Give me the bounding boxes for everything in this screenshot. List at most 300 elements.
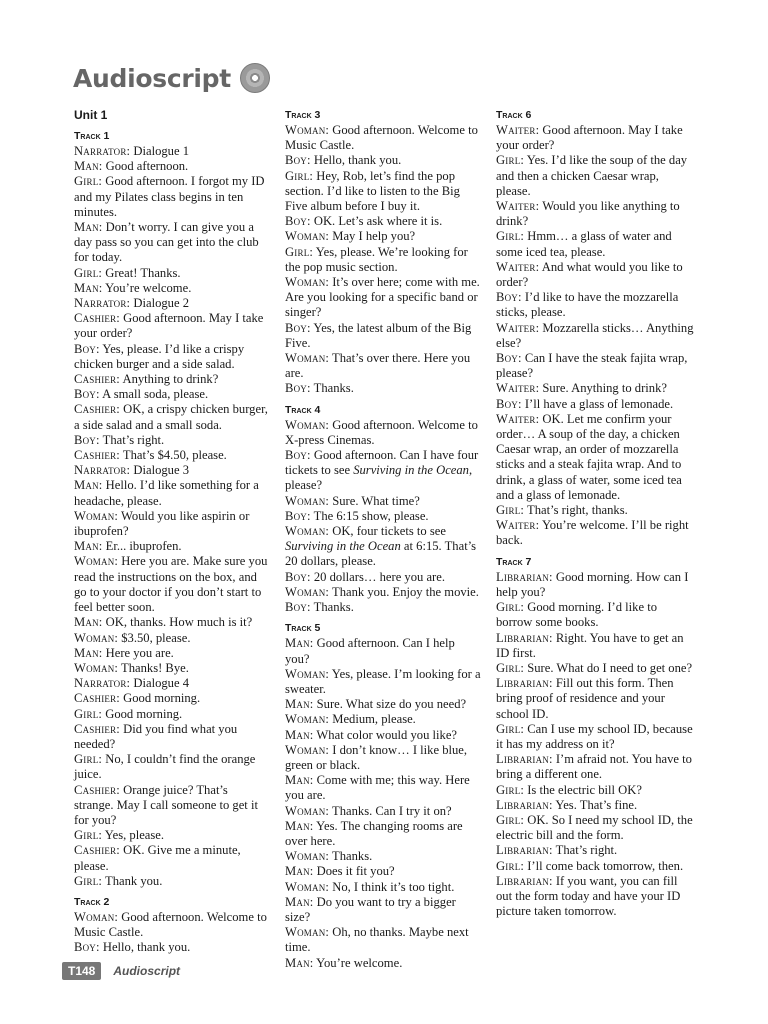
speaker-label: Woman:	[285, 275, 330, 290]
speaker-label: Boy:	[74, 341, 100, 356]
dialogue-line	[496, 412, 694, 503]
dialogue-line	[74, 509, 270, 539]
speaker-label: Narrator:	[74, 144, 131, 158]
dialogue-line	[496, 397, 694, 412]
speaker-label: Narrator:	[74, 463, 131, 478]
dialogue-text: Sure. What size do you need?	[313, 697, 467, 712]
dialogue-line	[496, 722, 694, 752]
dialogue-line	[74, 159, 270, 174]
dialogue-line	[496, 874, 694, 920]
movie-title: Surviving in the Ocean	[353, 463, 469, 478]
speaker-label: Boy:	[496, 290, 522, 305]
dialogue-line	[74, 661, 270, 676]
dialogue-text: Hello. I’d like something for a headache, please.	[74, 478, 259, 508]
speaker-label: Girl:	[285, 244, 314, 259]
speaker-label: Woman:	[285, 417, 330, 432]
column-3	[496, 108, 694, 919]
dialogue-line	[285, 636, 481, 666]
dialogue-text: at 6:15. That’s 20 dollars, please.	[285, 539, 477, 569]
dialogue-text: OK. Let’s ask where it is.	[310, 214, 443, 229]
column-1	[74, 108, 270, 956]
dialogue-line	[74, 539, 270, 554]
speaker-label: Waiter:	[496, 320, 540, 335]
dialogue-text: What color would you like?	[313, 727, 458, 742]
dialogue-line	[285, 123, 481, 153]
dialogue-line	[74, 478, 270, 508]
dialogue-text: That’s right.	[552, 843, 618, 858]
speaker-label: Cashier:	[74, 691, 121, 706]
dialogue-text: Sure. Anything to drink?	[539, 381, 667, 396]
dialogue-text: You’re welcome.	[313, 955, 403, 970]
dialogue-text: May I help you?	[329, 229, 416, 244]
dialogue-line	[496, 381, 694, 396]
dialogue-text: Does it fit you?	[313, 864, 395, 879]
track-heading: Track 3	[285, 109, 321, 121]
dialogue-text: That’s right, thanks.	[524, 503, 628, 518]
speaker-label: Woman:	[285, 803, 330, 818]
track-heading: Track 7	[496, 555, 532, 568]
dialogue-line	[285, 448, 481, 494]
speaker-label: Librarian:	[496, 843, 553, 858]
dialogue-line	[74, 828, 270, 843]
dialogue-line	[74, 554, 270, 615]
movie-title: Surviving in the Ocean	[285, 539, 401, 554]
dialogue-text: Good afternoon. Can I help you?	[285, 636, 455, 666]
speaker-label: Man:	[74, 159, 103, 174]
dialogue-line	[285, 494, 481, 509]
speaker-label: Woman:	[285, 742, 330, 757]
dialogue-line	[496, 661, 694, 676]
dialogue-line	[496, 843, 694, 858]
dialogue-text: Is the electric bill OK?	[524, 782, 642, 797]
dialogue-text: I’d like to have the mozzarella sticks, please.	[496, 290, 679, 320]
dialogue-line	[285, 245, 481, 275]
dialogue-line	[285, 925, 481, 955]
unit-heading: Unit 1	[74, 108, 108, 122]
speaker-label: Woman:	[74, 660, 119, 675]
dialogue-line	[74, 874, 270, 889]
dialogue-text: Yes. I’d like the soup of the day and then a chicken Caesar wrap, please.	[496, 153, 688, 198]
speaker-label: Librarian:	[496, 569, 553, 584]
dialogue-text: Dialogue 3	[130, 463, 190, 478]
dialogue-line	[74, 843, 270, 873]
dialogue-line	[285, 169, 481, 215]
dialogue-line	[74, 463, 270, 478]
dialogue-line	[285, 712, 481, 727]
dialogue-line	[74, 342, 270, 372]
speaker-label: Woman:	[285, 712, 330, 727]
speaker-label: Cashier:	[74, 372, 121, 387]
dialogue-line	[74, 144, 270, 159]
speaker-label: Boy:	[285, 214, 311, 229]
dialogue-text: No, I think it’s too tight.	[329, 879, 455, 894]
dialogue-text: Er... ibuprofen.	[102, 539, 182, 554]
dialogue-line	[74, 676, 270, 691]
dialogue-text: Right. You have to get an ID first.	[496, 630, 684, 660]
footer-title: Audioscript	[113, 964, 181, 978]
dialogue-text: If you want, you can fill out the form today and have your ID picture taken tomorrow.	[496, 873, 681, 919]
dialogue-text: Thanks.	[310, 600, 354, 615]
dialogue-text: Did you find what you needed?	[74, 721, 238, 751]
dialogue-line	[496, 798, 694, 813]
speaker-label: Boy:	[74, 940, 100, 955]
speaker-label: Woman:	[285, 925, 330, 940]
dialogue-text: OK. So I need my school ID, the electric bill and the form.	[496, 812, 693, 843]
dialogue-line	[74, 691, 270, 706]
speaker-label: Woman:	[74, 554, 119, 569]
dialogue-line	[285, 321, 481, 351]
dialogue-line	[285, 509, 481, 524]
track-heading: Track 2	[74, 895, 110, 908]
dialogue-line	[496, 752, 694, 782]
speaker-label: Boy:	[285, 381, 311, 396]
dialogue-text: Hello, thank you.	[99, 940, 191, 955]
dialogue-line	[496, 229, 694, 259]
speaker-label: Girl:	[496, 229, 525, 244]
dialogue-line	[285, 804, 481, 819]
dialogue-text: Yes, please. I’d like a crispy chicken burger and a side salad.	[74, 341, 245, 371]
dialogue-line	[285, 697, 481, 712]
speaker-label: Girl:	[74, 752, 103, 767]
dialogue-text: Thanks. Can I try it on?	[329, 803, 452, 818]
speaker-label: Man:	[74, 615, 103, 630]
speaker-label: Waiter:	[496, 411, 540, 426]
dialogue-line	[496, 631, 694, 661]
dialogue-text: Good afternoon. Welcome to X-press Cinemas.	[285, 417, 478, 447]
dialogue-line	[74, 707, 270, 722]
speaker-label: Waiter:	[496, 518, 540, 533]
dialogue-line	[74, 722, 270, 752]
dialogue-text: Thanks.	[310, 381, 354, 396]
speaker-label: Man:	[74, 280, 103, 295]
speaker-label: Woman:	[74, 508, 119, 523]
speaker-label: Man:	[285, 894, 314, 909]
speaker-label: Librarian:	[496, 873, 553, 888]
speaker-label: Woman:	[285, 229, 330, 244]
dialogue-text: Medium, please.	[329, 712, 416, 727]
speaker-label: Man:	[285, 636, 314, 651]
dialogue-line	[496, 290, 694, 320]
dialogue-line	[285, 956, 481, 971]
speaker-label: Cashier:	[74, 843, 121, 858]
speaker-label: Woman:	[285, 584, 330, 599]
column-2	[285, 108, 481, 971]
dialogue-text: Here you are.	[102, 645, 174, 660]
dialogue-line	[74, 372, 270, 387]
dialogue-text: $3.50, please.	[118, 630, 191, 645]
speaker-label: Boy:	[496, 351, 522, 366]
dialogue-line	[74, 402, 270, 432]
dialogue-line	[74, 266, 270, 281]
speaker-label: Librarian:	[496, 676, 553, 691]
dialogue-text: I’ll have a glass of lemonade.	[521, 396, 674, 411]
track-heading: Track 1	[74, 130, 110, 142]
dialogue-text: I don’t know… I like blue, green or black.	[285, 742, 468, 772]
dialogue-text: Good morning.	[102, 706, 183, 721]
dialogue-line	[285, 418, 481, 448]
dialogue-line	[285, 880, 481, 895]
dialogue-text: Here you are. Make sure you read the instructions on the box, and go to your doctor if you don’t start to feel better soon.	[74, 554, 268, 615]
dialogue-line	[74, 783, 270, 829]
dialogue-line	[285, 214, 481, 229]
dialogue-line	[496, 813, 694, 843]
dialogue-line	[74, 631, 270, 646]
dialogue-line	[496, 676, 694, 722]
speaker-label: Boy:	[285, 448, 311, 463]
speaker-label: Boy:	[285, 569, 311, 584]
speaker-label: Girl:	[496, 660, 525, 675]
dialogue-line	[496, 859, 694, 874]
dialogue-text: Good afternoon. Welcome to Music Castle.	[74, 909, 267, 940]
speaker-label: Cashier:	[74, 721, 121, 736]
dialogue-text: The 6:15 show, please.	[310, 508, 429, 523]
dialogue-line	[496, 783, 694, 798]
dialogue-text: Can I have the steak fajita wrap, please?	[496, 351, 688, 381]
speaker-label: Boy:	[285, 153, 311, 168]
dialogue-text: Great! Thanks.	[102, 265, 181, 280]
speaker-label: Cashier:	[74, 402, 121, 417]
dialogue-line	[74, 174, 270, 220]
speaker-label: Man:	[285, 864, 314, 879]
speaker-label: Woman:	[285, 879, 330, 894]
dialogue-text: Don’t worry. I can give you a day pass so you can get into the club for today.	[74, 220, 259, 265]
speaker-label: Girl:	[496, 600, 525, 615]
dialogue-text: Do you want to try a bigger size?	[285, 894, 456, 924]
speaker-label: Woman:	[285, 524, 330, 539]
speaker-label: Boy:	[496, 396, 522, 411]
dialogue-line	[74, 387, 270, 402]
dialogue-text: You’re welcome. I’ll be right back.	[496, 518, 689, 548]
dialogue-text: Dialogue 4	[130, 676, 190, 691]
speaker-label: Waiter:	[496, 199, 540, 214]
track-heading: Track 4	[285, 403, 321, 416]
dialogue-text: OK. Let me confirm your order… A soup of the day, a chicken Caesar wrap, an order of mozzarella sticks and a steak fajita wrap. And to drink, a glass of water, some iced tea and a glass of lemonade.	[496, 411, 682, 502]
dialogue-line	[496, 351, 694, 381]
speaker-label: Boy:	[285, 600, 311, 615]
dialogue-text: Thanks! Bye.	[118, 660, 189, 675]
dialogue-line	[285, 728, 481, 743]
speaker-label: Waiter:	[496, 259, 540, 274]
speaker-label: Man:	[285, 818, 314, 833]
dialogue-text: Good afternoon. I forgot my ID and my Pilates class begins in ten minutes.	[74, 174, 265, 219]
dialogue-line	[285, 849, 481, 864]
dialogue-text: Good morning.	[120, 691, 201, 706]
dialogue-text: That’s right.	[99, 432, 165, 447]
dialogue-line	[496, 518, 694, 548]
dialogue-text: Yes, please.	[102, 828, 165, 843]
speaker-label: Girl:	[74, 828, 103, 843]
dialogue-text: Orange juice? That’s strange. May I call someone to get it for you?	[74, 782, 258, 827]
dialogue-line	[74, 910, 270, 940]
dialogue-line	[74, 752, 270, 782]
dialogue-line	[496, 199, 694, 229]
dialogue-line	[285, 351, 481, 381]
dialogue-text: Come with me; this way. Here you are.	[285, 773, 470, 803]
dialogue-text: It’s over here; come with me. Are you looking for a specific band or singer?	[285, 275, 480, 320]
speaker-label: Narrator:	[74, 676, 131, 691]
speaker-label: Girl:	[496, 812, 525, 827]
speaker-label: Girl:	[285, 168, 314, 183]
dialogue-line	[285, 819, 481, 849]
speaker-label: Woman:	[285, 123, 330, 137]
track-heading: Track 6	[496, 109, 532, 121]
dialogue-line	[74, 281, 270, 296]
dialogue-text: You’re welcome.	[102, 280, 192, 295]
speaker-label: Cashier:	[74, 448, 121, 463]
dialogue-line	[496, 600, 694, 630]
page-footer	[62, 962, 180, 980]
speaker-label: Girl:	[74, 706, 103, 721]
dialogue-text: Thank you. Enjoy the movie.	[329, 584, 479, 599]
dialogue-line	[496, 570, 694, 600]
dialogue-line	[285, 524, 481, 570]
speaker-label: Man:	[74, 220, 103, 235]
dialogue-line	[74, 220, 270, 266]
dialogue-line	[285, 773, 481, 803]
dialogue-line	[74, 433, 270, 448]
dialogue-text: OK. Give me a minute, please.	[74, 843, 241, 873]
cd-disc-icon	[240, 63, 270, 93]
dialogue-line	[74, 296, 270, 311]
dialogue-text: Hmm… a glass of water and some iced tea, please.	[496, 229, 672, 259]
dialogue-line	[285, 381, 481, 396]
speaker-label: Man:	[74, 539, 103, 554]
speaker-label: Man:	[285, 697, 314, 712]
dialogue-line	[74, 311, 270, 341]
dialogue-text: Yes. The changing rooms are over here.	[285, 818, 463, 848]
speaker-label: Woman:	[74, 630, 119, 645]
dialogue-text: 20 dollars… here you are.	[310, 569, 445, 584]
dialogue-text: Mozzarella sticks… Anything else?	[496, 320, 694, 350]
speaker-label: Librarian:	[496, 630, 553, 645]
dialogue-text: No, I couldn’t find the orange juice.	[74, 752, 256, 782]
dialogue-line	[496, 321, 694, 351]
dialogue-text: Good afternoon. Can I have four tickets to see	[285, 448, 479, 478]
speaker-label: Waiter:	[496, 381, 540, 396]
dialogue-line	[285, 864, 481, 879]
dialogue-text: Anything to drink?	[120, 372, 219, 387]
dialogue-text: I’ll come back tomorrow, then.	[524, 858, 684, 873]
speaker-label: Man:	[285, 773, 314, 788]
dialogue-text: Good morning. How can I help you?	[496, 569, 689, 599]
speaker-label: Boy:	[74, 432, 100, 447]
dialogue-line	[285, 600, 481, 615]
speaker-label: Waiter:	[496, 123, 540, 137]
dialogue-line	[285, 570, 481, 585]
dialogue-line	[496, 153, 694, 199]
dialogue-text: Thanks.	[329, 849, 373, 864]
dialogue-text: Sure. What do I need to get one?	[524, 660, 693, 675]
speaker-label: Man:	[74, 645, 103, 660]
speaker-label: Girl:	[496, 503, 525, 518]
dialogue-line	[285, 585, 481, 600]
dialogue-text: Fill out this form. Then bring proof of residence and your school ID.	[496, 676, 674, 721]
speaker-label: Librarian:	[496, 797, 553, 812]
speaker-label: Woman:	[74, 909, 119, 924]
speaker-label: Narrator:	[74, 296, 131, 311]
dialogue-text: And what would you like to order?	[496, 259, 683, 290]
dialogue-text: Hey, Rob, let’s find the pop section. I’d like to listen to the Big Five album before I buy it.	[285, 168, 460, 214]
speaker-label: Man:	[285, 727, 314, 742]
speaker-label: Woman:	[285, 351, 330, 366]
dialogue-line	[496, 260, 694, 290]
dialogue-text: Good morning. I’d like to borrow some books.	[496, 600, 658, 630]
dialogue-line	[496, 503, 694, 518]
dialogue-line	[285, 743, 481, 773]
dialogue-line	[74, 448, 270, 463]
dialogue-text: OK, thanks. How much is it?	[102, 615, 253, 630]
dialogue-text: OK, a crispy chicken burger, a side salad and a small soda.	[74, 402, 268, 432]
dialogue-text: Sure. What time?	[329, 493, 420, 508]
dialogue-text: A small soda, please.	[99, 387, 209, 402]
speaker-label: Girl:	[74, 174, 103, 189]
dialogue-text: Yes, the latest album of the Big Five.	[285, 320, 472, 350]
track-heading: Track 5	[285, 622, 321, 635]
dialogue-text: Good afternoon. May I take your order?	[74, 311, 264, 341]
dialogue-text: That’s over there. Here you are.	[285, 351, 471, 381]
dialogue-line	[285, 895, 481, 925]
dialogue-text: Good afternoon. May I take your order?	[496, 123, 683, 153]
speaker-label: Cashier:	[74, 782, 121, 797]
speaker-label: Girl:	[496, 858, 525, 873]
speaker-label: Girl:	[496, 153, 525, 168]
dialogue-text: Yes. That’s fine.	[552, 797, 638, 812]
dialogue-text: Yes, please. I’m looking for a sweater.	[285, 666, 481, 696]
dialogue-text: I’m afraid not. You have to bring a different one.	[496, 752, 692, 782]
speaker-label: Girl:	[496, 782, 525, 797]
dialogue-line	[285, 229, 481, 244]
dialogue-line	[496, 123, 694, 153]
dialogue-text: Yes, please. We’re looking for the pop music section.	[285, 244, 468, 274]
speaker-label: Girl:	[496, 721, 525, 736]
dialogue-text: Dialogue 2	[130, 296, 190, 311]
speaker-label: Woman:	[285, 666, 330, 681]
speaker-label: Man:	[74, 478, 103, 493]
dialogue-text: Can I use my school ID, because it has my address on it?	[496, 721, 693, 751]
dialogue-line	[74, 646, 270, 661]
dialogue-text: Good afternoon.	[102, 159, 189, 174]
dialogue-text: That’s $4.50, please.	[120, 448, 227, 463]
speaker-label: Woman:	[285, 849, 330, 864]
dialogue-text: , please?	[285, 463, 473, 493]
dialogue-text: Hello, thank you.	[310, 153, 402, 168]
page-title: Audioscript	[73, 63, 231, 93]
dialogue-text: Would you like anything to drink?	[496, 199, 680, 229]
dialogue-line	[285, 667, 481, 697]
speaker-label: Boy:	[74, 387, 100, 402]
speaker-label: Librarian:	[496, 752, 553, 767]
speaker-label: Girl:	[74, 873, 103, 888]
speaker-label: Cashier:	[74, 311, 121, 326]
speaker-label: Girl:	[74, 265, 103, 280]
page-number-badge: T148	[62, 962, 101, 980]
speaker-label: Boy:	[285, 508, 311, 523]
dialogue-text: Dialogue 1	[130, 144, 190, 158]
dialogue-line	[74, 615, 270, 630]
dialogue-line	[74, 940, 270, 955]
dialogue-text: Thank you.	[102, 873, 163, 888]
page-header	[73, 58, 270, 98]
dialogue-text: Good afternoon. Welcome to Music Castle.	[285, 123, 478, 153]
dialogue-line	[285, 153, 481, 168]
dialogue-line	[285, 275, 481, 321]
dialogue-text: Would you like aspirin or ibuprofen?	[74, 508, 250, 539]
speaker-label: Boy:	[285, 320, 311, 335]
speaker-label: Woman:	[285, 493, 330, 508]
dialogue-text: Oh, no thanks. Maybe next time.	[285, 925, 469, 955]
dialogue-text: OK, four tickets to see	[329, 524, 446, 539]
speaker-label: Man:	[285, 955, 314, 970]
